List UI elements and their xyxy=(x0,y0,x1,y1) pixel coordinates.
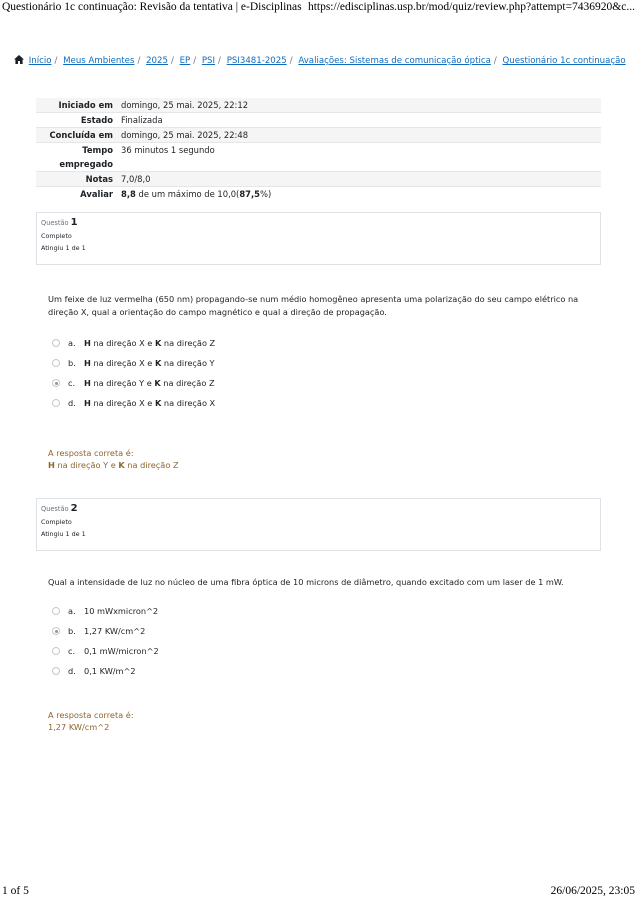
answer-label: 0,1 KW/m^2 xyxy=(84,666,136,676)
print-page-count: 1 of 5 xyxy=(2,885,29,897)
question-mark: Atingiu 1 de 1 xyxy=(41,530,86,538)
answer-option[interactable] xyxy=(52,601,159,621)
feedback-answer xyxy=(48,459,179,471)
answer-bold-h: H xyxy=(84,338,91,348)
breadcrumb-item-inicio[interactable]: Início xyxy=(28,56,52,66)
breadcrumb-item-course[interactable]: PSI3481-2025 xyxy=(226,56,287,66)
summary-label: Notas xyxy=(85,174,113,184)
breadcrumb-separator: / xyxy=(493,56,497,66)
summary-label: Iniciado em xyxy=(58,100,113,110)
answer-label: 10 mWxmicron^2 xyxy=(84,606,159,616)
answer-label xyxy=(84,338,215,348)
answer-letter: d. xyxy=(68,398,76,408)
feedback-bold-h: H xyxy=(48,460,55,470)
breadcrumb-item-2025[interactable]: 2025 xyxy=(146,56,168,66)
print-header xyxy=(0,0,637,16)
answer-letter: d. xyxy=(68,666,76,676)
summary-row-state xyxy=(36,112,601,127)
summary-row-grade xyxy=(36,186,601,201)
radio-button-checked[interactable] xyxy=(52,627,60,635)
grade-score: 8,8 xyxy=(121,189,136,199)
question-number: 1 xyxy=(70,217,78,228)
breadcrumb-separator: / xyxy=(170,56,174,66)
question-2-text: Qual a intensidade de luz no núcleo de uma fibra óptica de 10 microns de diâmetro, quando excitado com um laser de 1 mW. xyxy=(48,577,564,587)
feedback-text: na direção Y e xyxy=(54,460,119,470)
radio-button[interactable] xyxy=(52,607,60,615)
answer-letter: c. xyxy=(68,378,76,388)
feedback-text: na direção Z xyxy=(124,460,179,470)
breadcrumb-separator: / xyxy=(137,56,141,66)
grade-percent: 87,5 xyxy=(239,189,261,199)
radio-button[interactable] xyxy=(52,647,60,655)
answer-option-selected[interactable] xyxy=(52,621,159,641)
answer-label xyxy=(84,398,215,408)
radio-button[interactable] xyxy=(52,339,60,347)
summary-value: 36 minutos 1 segundo xyxy=(121,145,215,155)
question-2-feedback xyxy=(48,709,134,733)
grade-end-text: %) xyxy=(260,189,272,199)
print-page-title: Questionário 1c continuação: Revisão da tentativa | e-Disciplinas xyxy=(2,1,302,13)
answer-text: na direção X e xyxy=(90,398,155,408)
print-footer xyxy=(0,884,637,900)
feedback-title: A resposta correta é: xyxy=(48,710,134,720)
summary-label: Estado xyxy=(80,115,113,125)
feedback-title: A resposta correta é: xyxy=(48,448,134,458)
home-icon xyxy=(14,55,24,67)
question-mark: Atingiu 1 de 1 xyxy=(41,244,86,252)
answer-text: na direção X e xyxy=(90,358,155,368)
summary-value: domingo, 25 mai. 2025, 22:12 xyxy=(121,100,249,110)
answer-letter: a. xyxy=(68,606,76,616)
breadcrumb-item-quiz[interactable]: Questionário 1c continuação xyxy=(502,56,626,66)
attempt-summary-table xyxy=(36,98,601,201)
question-number: 2 xyxy=(70,503,78,514)
summary-value: 7,0/8,0 xyxy=(121,174,151,184)
question-1-text: Um feixe de luz vermelha (650 nm) propagando-se num médio homogêneo apresenta uma polarização do seu campo elétrico na direção X, qual a orientação do campo magnético e qual a direção de propagação. xyxy=(48,294,579,317)
feedback-answer: 1,27 KW/cm^2 xyxy=(48,722,110,732)
breadcrumb-separator: / xyxy=(289,56,293,66)
breadcrumb-separator: / xyxy=(193,56,197,66)
radio-button[interactable] xyxy=(52,667,60,675)
question-1-answers xyxy=(52,333,215,413)
answer-label xyxy=(84,378,215,388)
answer-option[interactable] xyxy=(52,393,215,413)
summary-label: Concluída em xyxy=(49,130,113,140)
answer-text: na direção X e xyxy=(90,338,155,348)
answer-bold-h: H xyxy=(84,358,91,368)
print-datetime: 26/06/2025, 23:05 xyxy=(550,885,635,897)
answer-bold-k: K xyxy=(154,378,161,388)
question-label: Questão xyxy=(41,219,69,227)
radio-button-checked[interactable] xyxy=(52,379,60,387)
answer-option[interactable] xyxy=(52,641,159,661)
summary-label: Tempo empregado xyxy=(59,145,113,169)
question-2-info xyxy=(36,498,601,551)
summary-label: Avaliar xyxy=(80,189,113,199)
question-2-answers xyxy=(52,601,159,681)
answer-letter: b. xyxy=(68,626,76,636)
feedback-bold-k: K xyxy=(118,460,125,470)
question-1-feedback xyxy=(48,447,179,471)
question-label: Questão xyxy=(41,505,69,513)
answer-text: na direção Y e xyxy=(90,378,155,388)
summary-value-grade xyxy=(121,187,601,201)
breadcrumb-item-psi[interactable]: PSI xyxy=(201,56,216,66)
summary-row-marks xyxy=(36,171,601,186)
answer-text: na direção Z xyxy=(161,338,216,348)
radio-button[interactable] xyxy=(52,359,60,367)
answer-bold-k: K xyxy=(154,358,162,368)
answer-letter: b. xyxy=(68,358,76,368)
breadcrumb-separator: / xyxy=(54,56,58,66)
summary-row-completed xyxy=(36,127,601,142)
answer-option-selected[interactable] xyxy=(52,373,215,393)
question-state: Completo xyxy=(41,232,72,240)
answer-text: na direção X xyxy=(161,398,216,408)
grade-max-text: de um máximo de 10,0( xyxy=(135,189,240,199)
answer-option[interactable] xyxy=(52,353,215,373)
answer-text: na direção Z xyxy=(160,378,215,388)
answer-option[interactable] xyxy=(52,333,215,353)
answer-letter: a. xyxy=(68,338,76,348)
answer-text: na direção Y xyxy=(161,358,215,368)
summary-value: domingo, 25 mai. 2025, 22:48 xyxy=(121,130,249,140)
breadcrumb-separator: / xyxy=(218,56,221,66)
summary-value: Finalizada xyxy=(121,115,163,125)
answer-label xyxy=(84,358,215,368)
answer-label: 0,1 mW/micron^2 xyxy=(84,646,159,656)
answer-option[interactable] xyxy=(52,661,159,681)
answer-label: 1,27 KW/cm^2 xyxy=(84,626,146,636)
answer-letter: c. xyxy=(68,646,76,656)
breadcrumb-item-ep[interactable]: EP xyxy=(179,56,191,66)
breadcrumb-item-section[interactable]: Avaliações: Sistemas de comunicação óptica xyxy=(298,56,491,66)
answer-bold-k: K xyxy=(154,338,162,348)
question-1-info xyxy=(36,212,601,265)
breadcrumb-item-meus-ambientes[interactable]: Meus Ambientes xyxy=(63,56,135,66)
answer-bold-k: K xyxy=(154,398,162,408)
answer-bold-h: H xyxy=(84,378,91,388)
summary-row-time-taken xyxy=(36,142,601,171)
radio-button[interactable] xyxy=(52,399,60,407)
print-page-url: https://edisciplinas.usp.br/mod/quiz/review.php?attempt=7436920&c... xyxy=(307,1,635,13)
question-state: Completo xyxy=(41,518,72,526)
breadcrumb xyxy=(14,55,624,67)
summary-row-started xyxy=(36,98,601,112)
answer-bold-h: H xyxy=(84,398,91,408)
